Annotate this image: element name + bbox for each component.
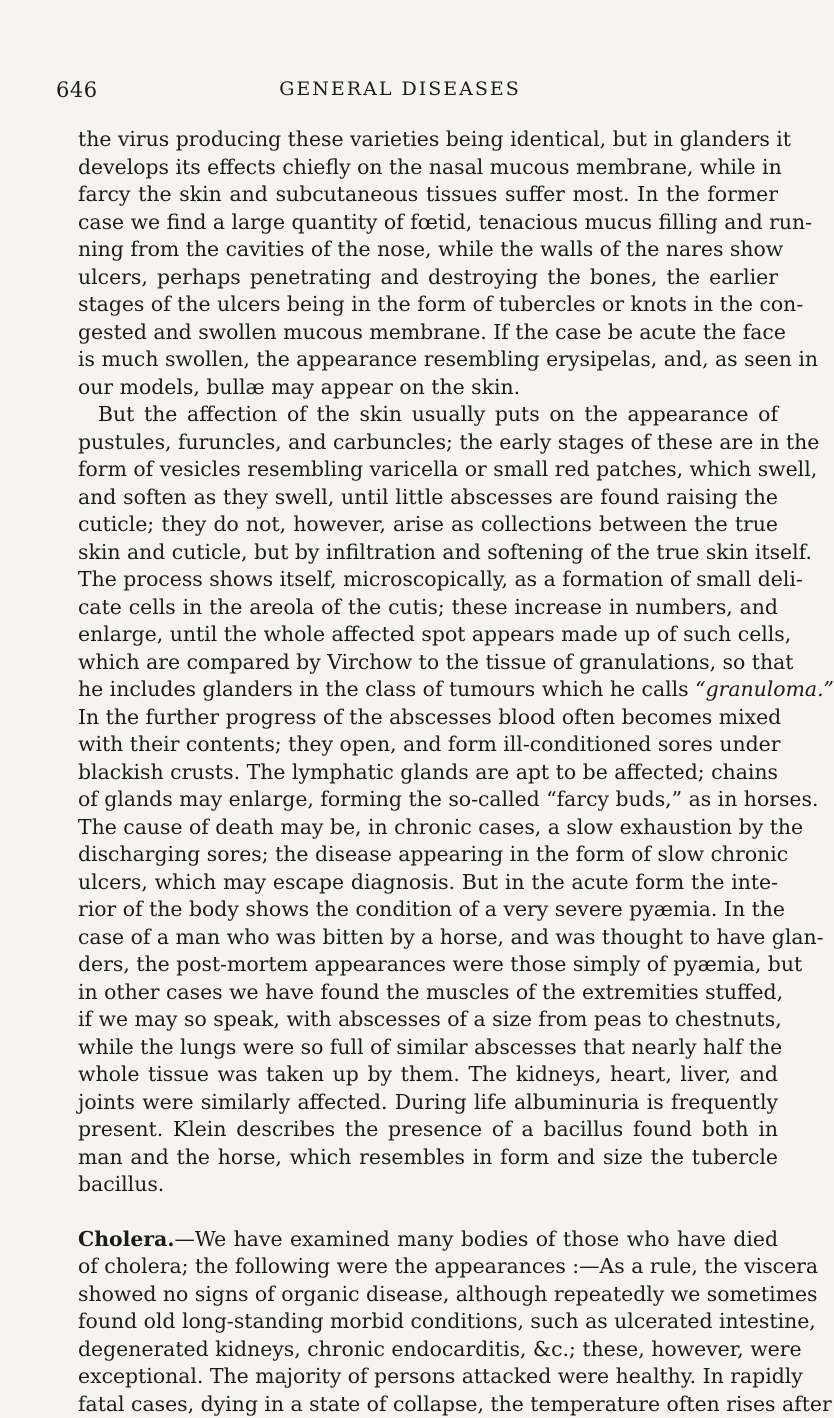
text-line: exceptional. The majority of persons attacked were healthy. In rapidly — [78, 1363, 778, 1391]
granuloma-term: “granuloma.” — [695, 677, 834, 701]
text-line: cate cells in the areola of the cutis; these increase in numbers, and — [78, 594, 778, 622]
text-line: ning from the cavities of the nose, while the walls of the nares show — [78, 236, 778, 264]
text-line: whole tissue was taken up by them. The kidneys, heart, liver, and — [78, 1061, 778, 1089]
text-line: The cause of death may be, in chronic cases, a slow exhaustion by the — [78, 814, 778, 842]
text-line: degenerated kidneys, chronic endocarditis, &c.; these, however, were — [78, 1336, 778, 1364]
text-line: ulcers, which may escape diagnosis. But in the acute form the inte- — [78, 869, 778, 897]
text-line: joints were similarly affected. During life albuminuria is frequently — [78, 1089, 778, 1117]
text-line: is much swollen, the appearance resembling erysipelas, and, as seen in — [78, 346, 778, 374]
text-line: which are compared by Virchow to the tissue of granulations, so that — [78, 649, 778, 677]
text-line: present. Klein describes the presence of a bacillus found both in — [78, 1116, 778, 1144]
text-line-part: —We have examined many bodies of those who have died — [174, 1227, 778, 1251]
running-head: GENERAL DISEASES — [0, 78, 800, 100]
text-line: discharging sores; the disease appearing in the form of slow chronic — [78, 841, 778, 869]
text-line: form of vesicles resembling varicella or small red patches, which swell, — [78, 456, 778, 484]
text-line: with their contents; they open, and form ill-conditioned sores under — [78, 731, 778, 759]
text-line: found old long-standing morbid conditions, such as ulcerated intestine, — [78, 1308, 778, 1336]
body-text — [78, 126, 778, 1418]
text-line-part: he includes glanders in the class of tumours which he calls — [78, 677, 689, 701]
text-line: bacillus. — [78, 1171, 778, 1199]
text-line: farcy the skin and subcutaneous tissues suffer most. In the former — [78, 181, 778, 209]
text-line: while the lungs were so full of similar abscesses that nearly half the — [78, 1034, 778, 1062]
text-line: cuticle; they do not, however, arise as collections between the true — [78, 511, 778, 539]
text-line: pustules, furuncles, and carbuncles; the early stages of these are in the — [78, 429, 778, 457]
text-line: and soften as they swell, until little abscesses are found raising the — [78, 484, 778, 512]
text-line: rior of the body shows the condition of a very severe pyæmia. In the — [78, 896, 778, 924]
text-line: blackish crusts. The lymphatic glands are apt to be affected; chains — [78, 759, 778, 787]
text-line: stages of the ulcers being in the form of tubercles or knots in the con- — [78, 291, 778, 319]
text-line: man and the horse, which resembles in form and size the tubercle — [78, 1144, 778, 1172]
text-line: case we find a large quantity of fœtid, tenacious mucus filling and run- — [78, 209, 778, 237]
text-line — [78, 676, 778, 704]
text-line: of glands may enlarge, forming the so-called “farcy buds,” as in horses. — [78, 786, 778, 814]
text-line: if we may so speak, with abscesses of a size from peas to chestnuts, — [78, 1006, 778, 1034]
text-line: The process shows itself, microscopically, as a formation of small deli- — [78, 566, 778, 594]
text-line: gested and swollen mucous membrane. If the case be acute the face — [78, 319, 778, 347]
section-heading: Cholera. — [78, 1227, 174, 1251]
text-line: skin and cuticle, but by infiltration and softening of the true skin itself. — [78, 539, 778, 567]
text-line: showed no signs of organic disease, although repeatedly we sometimes — [78, 1281, 778, 1309]
text-line: enlarge, until the whole affected spot appears made up of such cells, — [78, 621, 778, 649]
text-line: of cholera; the following were the appearances :—As a rule, the viscera — [78, 1253, 778, 1281]
text-line: the virus producing these varieties being identical, but in glanders it — [78, 126, 778, 154]
page-number: 646 — [56, 78, 98, 102]
text-line: In the further progress of the abscesses blood often becomes mixed — [78, 704, 778, 732]
text-line: our models, bullæ may appear on the skin. — [78, 374, 778, 402]
text-line: in other cases we have found the muscles of the extremities stuffed, — [78, 979, 778, 1007]
section-gap — [78, 1199, 778, 1226]
cholera-first-line — [78, 1226, 778, 1254]
text-line: develops its effects chiefly on the nasal mucous membrane, while in — [78, 154, 778, 182]
text-line: ulcers, perhaps penetrating and destroying the bones, the earlier — [78, 264, 778, 292]
text-line: fatal cases, dying in a state of collapse, the temperature often rises after — [78, 1391, 778, 1418]
text-line: But the affection of the skin usually puts on the appearance of — [78, 401, 778, 429]
text-line: case of a man who was bitten by a horse, and was thought to have glan- — [78, 924, 778, 952]
text-line: ders, the post-mortem appearances were those simply of pyæmia, but — [78, 951, 778, 979]
